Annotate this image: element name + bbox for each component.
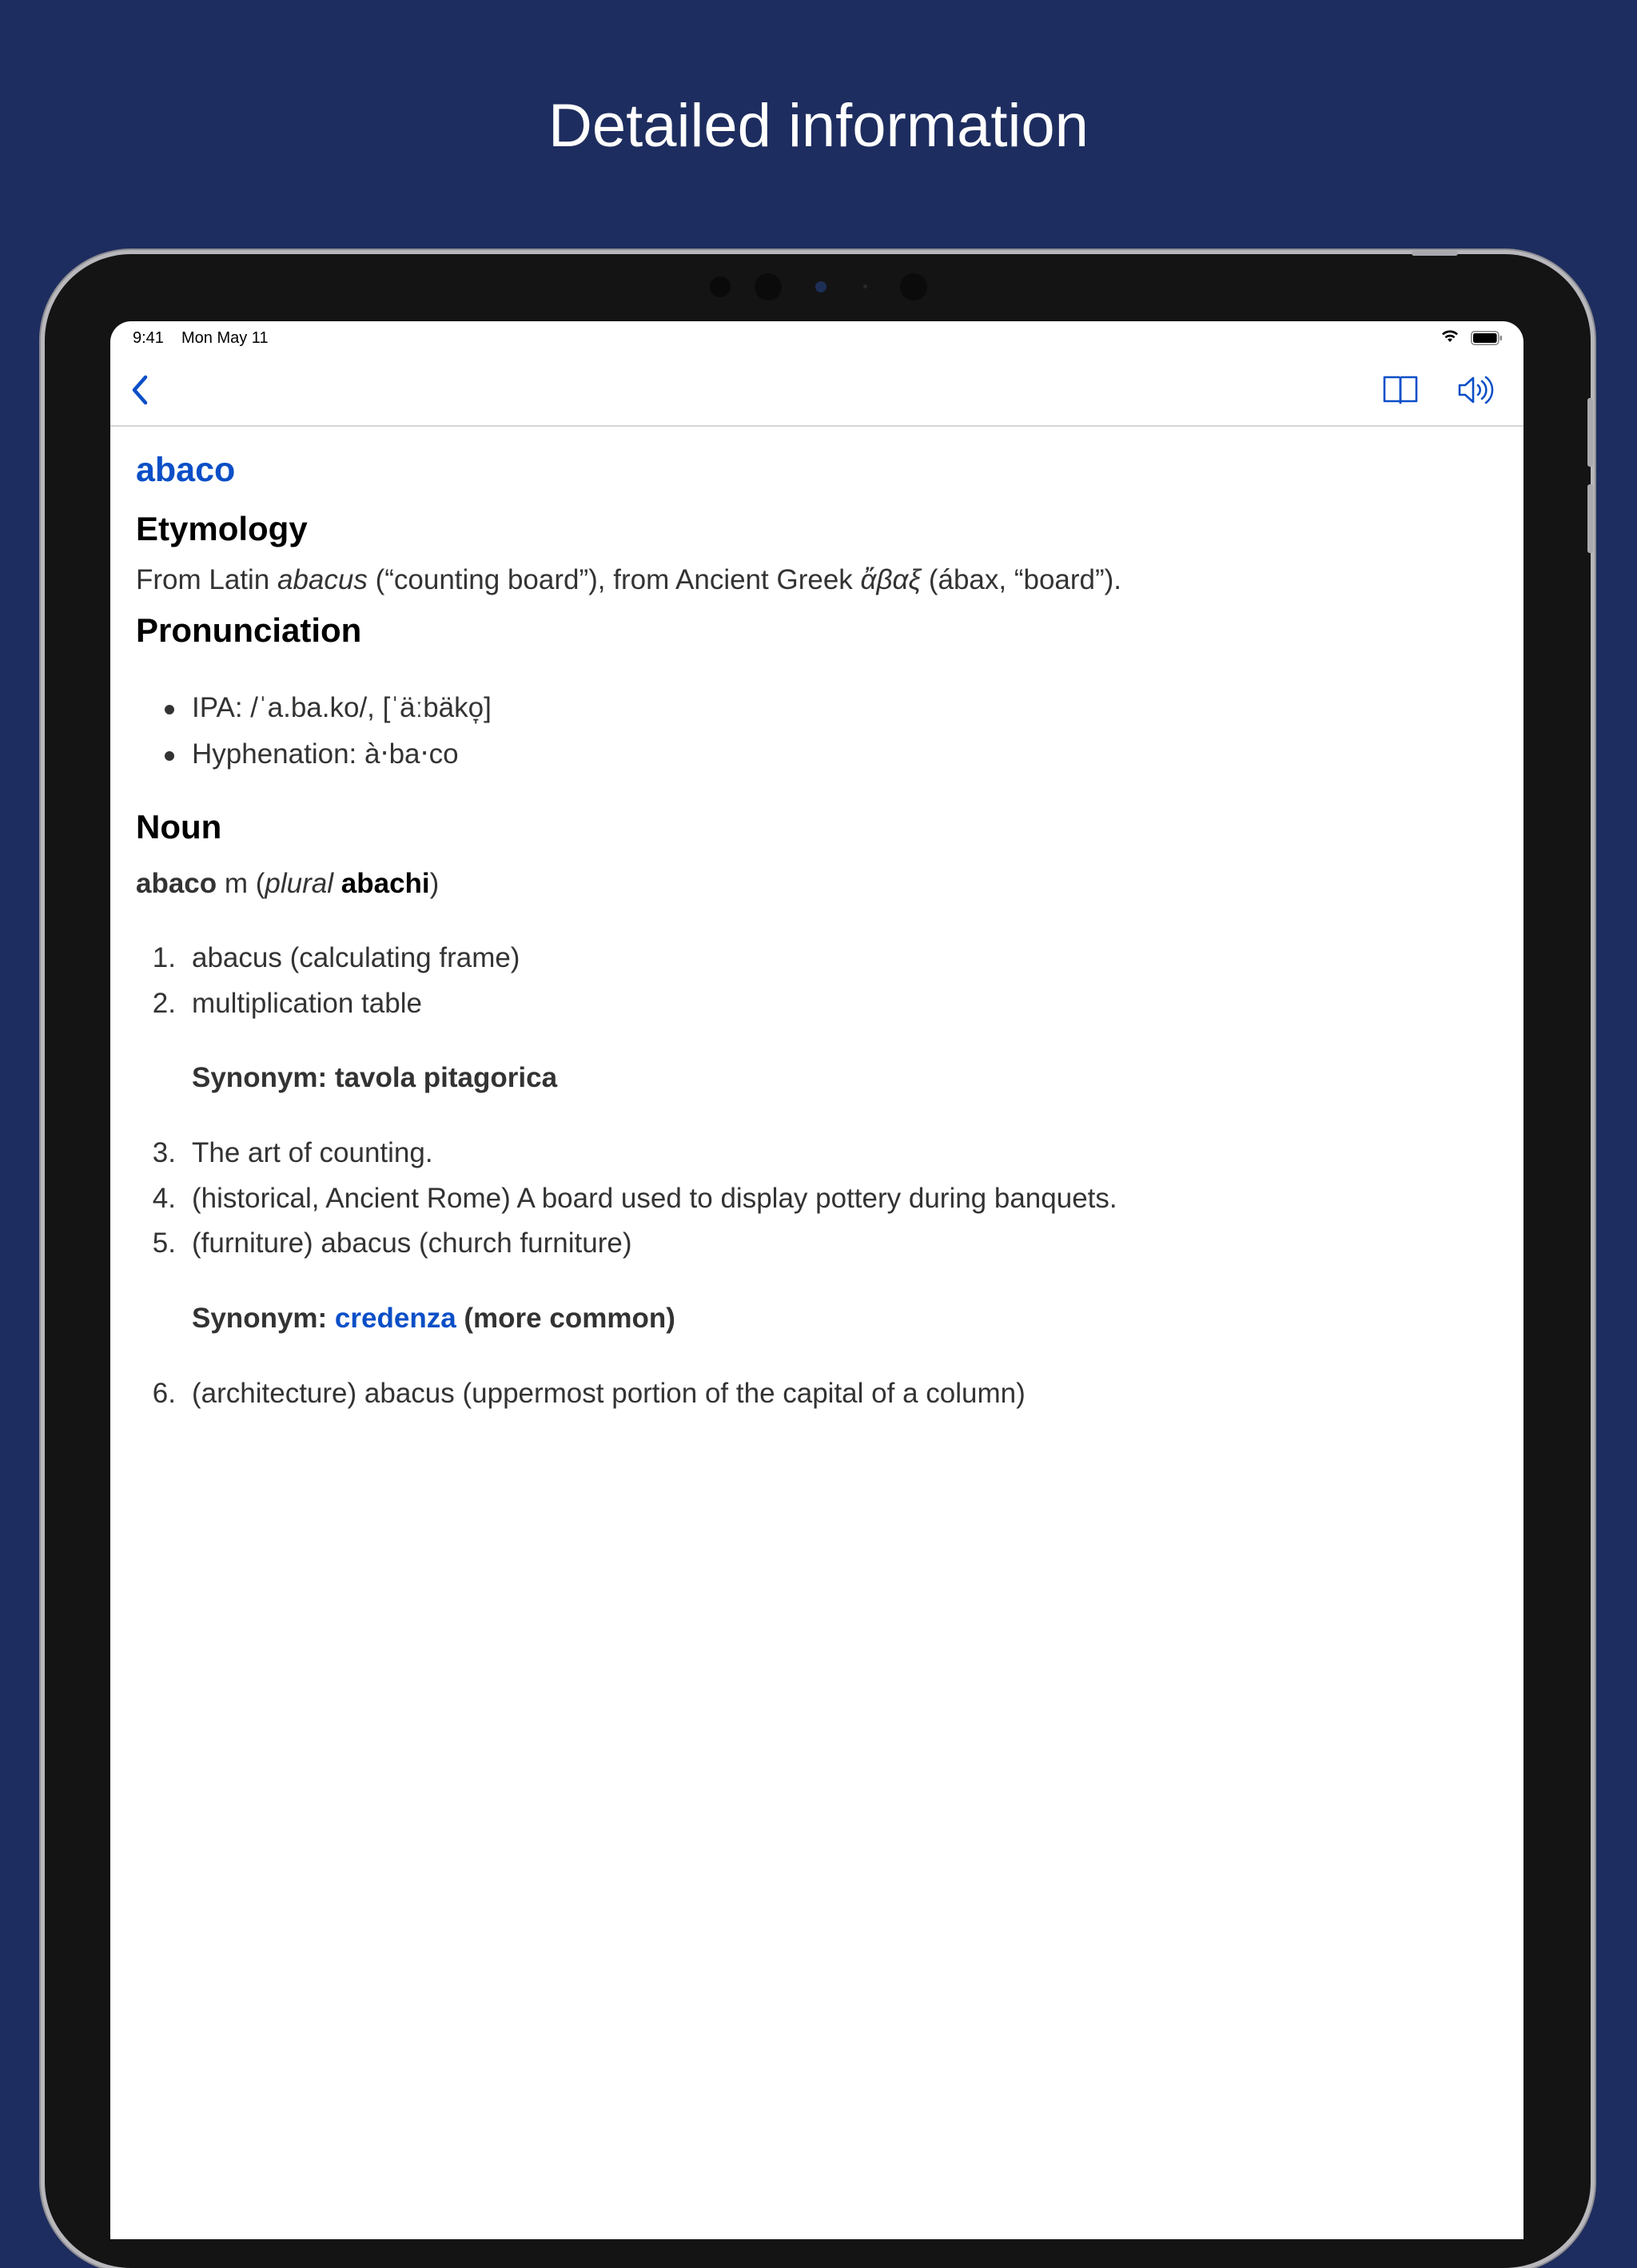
sensor-dot (900, 273, 927, 300)
noun-headword-line: abaco m (plural abachi) (136, 868, 440, 899)
synonym-line: Synonym: tavola pitagorica (192, 1062, 558, 1093)
book-icon[interactable] (1381, 372, 1420, 408)
camera-lens (815, 281, 826, 292)
volume-down-button (1587, 484, 1593, 553)
page-headline: Detailed information (548, 92, 1089, 160)
top-button (1412, 251, 1458, 256)
sensor-dot (710, 277, 731, 297)
sensor-dot (755, 273, 782, 300)
entry-word: abaco (136, 451, 236, 489)
battery-icon (1471, 331, 1503, 345)
pronunciation-hyphenation: Hyphenation: à‧ba‧co (192, 738, 459, 770)
sensor-dot (863, 284, 867, 288)
bullet (165, 705, 174, 714)
etymology-text: From Latin abacus (“counting board”), from Ancient Greek ἄβαξ (ábax, “board”). (136, 564, 1122, 595)
bullet (165, 751, 174, 761)
chevron-left-icon[interactable] (128, 372, 153, 408)
status-date: Mon May 11 (181, 329, 269, 347)
pronunciation-ipa: IPA: /ˈa.ba.ko/, [ˈäːbäko̞] (192, 692, 492, 723)
speaker-icon[interactable] (1456, 372, 1495, 408)
navigation-bar (110, 356, 1523, 427)
wifi-icon (1440, 328, 1460, 344)
etymology-heading: Etymology (136, 510, 308, 547)
noun-heading: Noun (136, 808, 222, 846)
status-bar (110, 321, 1523, 356)
volume-up-button (1587, 398, 1593, 467)
synonym-link-credenza[interactable]: credenza (334, 1303, 456, 1334)
pronunciation-heading: Pronunciation (136, 611, 362, 649)
status-time: 9:41 (133, 329, 164, 347)
app-screen: 9:41 Mon May 11 abaco Etymology From Latin abacus (“counting board”), from Ancient Greek ἄβαξ (ábax, “board”). Pronunciation IPA: /ˈa.ba.ko/, [ˈäːbäko̞] Hyphenation: à‧ba‧co Noun abaco m (plural abachi) 1. abacus (calculating frame) 2. multiplication table Synonym: tavola pitagorica 3. The art of counting. 4. (historical, Ancient Rome) A board used to display pottery during banquets. 5. (furniture) abacus (church furniture) Synonym: credenza (more common) 6. (architecture) abacus (uppermost portion of the capital of a column) (110, 321, 1523, 2239)
synonym-line: Synonym: credenza (more common) (192, 1303, 675, 1334)
